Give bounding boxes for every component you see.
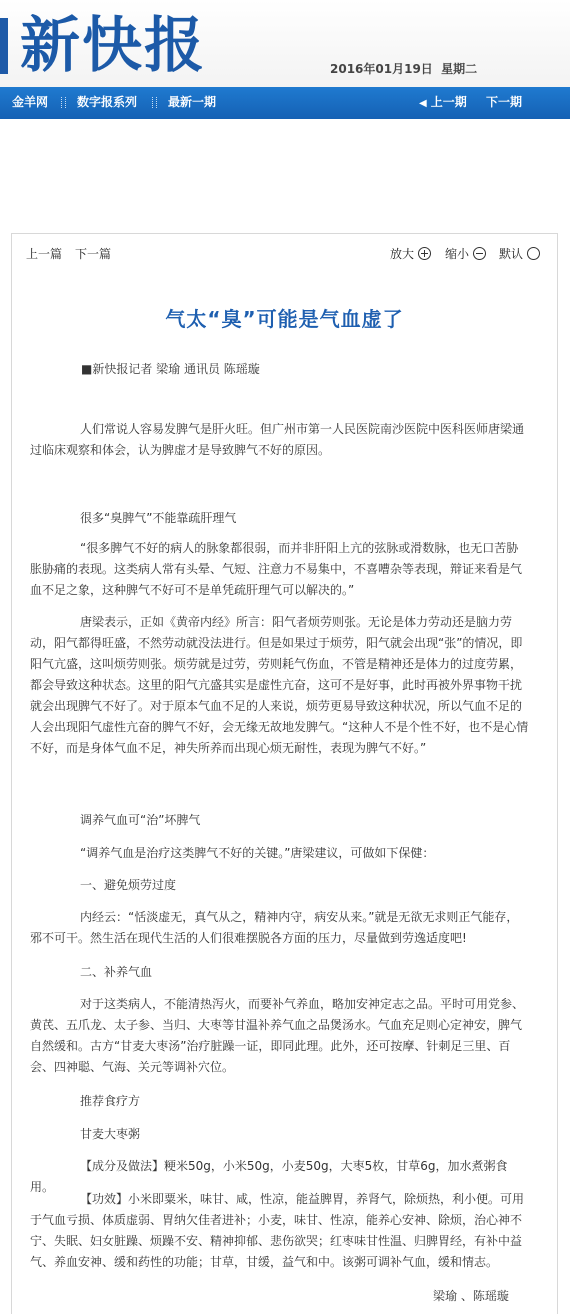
- default-size-label: 默认: [499, 247, 524, 261]
- section-heading: 推荐食疗方: [80, 1094, 141, 1108]
- article-paragraph: 内经云：“恬淡虚无，真气从之，精神内守，病安从来。”就是无欲无求则正气能存，邪不可干。然生活在现代生活的人们很难摆脱各方面的压力，尽量做到劳逸适度吧!: [30, 910, 519, 945]
- top-nav: [0, 87, 570, 119]
- nav-item-digital-papers[interactable]: 数字报系列: [77, 95, 138, 109]
- nav-separator: [152, 97, 157, 108]
- prev-issue-link[interactable]: [419, 87, 467, 119]
- site-header: [0, 0, 570, 87]
- nav-item-jinyangwang[interactable]: 金羊网: [12, 95, 49, 109]
- zoom-out-icon: [473, 247, 486, 260]
- next-issue-label: 下一期: [486, 95, 523, 109]
- next-article-link[interactable]: 下一篇: [75, 247, 112, 261]
- article-title: 气太“臭”可能是气血虚了: [165, 307, 404, 331]
- article-paragraph: 对于这类病人，不能清热泻火，而要补气养血，略加安神定志之品。平时可用党参、黄芪、五爪龙、太子参、当归、大枣等甘温补养气血之品煲汤水。气血充足则心定神安，脾气自然缓和。古方“甘麦大枣汤”治疗脏躁一证，即同此理。此外，还可按摩、针刺足三里、百会、四神聪、气海、关元等调补穴位。: [30, 997, 525, 1074]
- nav-separator: [61, 97, 66, 108]
- nav-item-latest-issue[interactable]: 最新一期: [168, 95, 217, 109]
- site-logo[interactable]: 新快报: [20, 11, 206, 81]
- section-subheading: 一、避免烦劳过度: [80, 878, 177, 892]
- article-byline: ■新快报记者 梁瑜 通讯员 陈瑶璇: [81, 362, 260, 376]
- recipe-effects: 【功效】小米即粟米，味甘、咸，性凉，能益脾胃，养肾气，除烦热，利小便。可用于气血亏损、体质虚弱、胃纳欠佳者进补；小麦，味甘、性凉，能养心安神、除烦，治心神不宁、失眠、妇女脏躁、烦躁不安、精神抑郁、悲伤欲哭；红枣味甘性温、归脾胃经，有补中益气、养血安神、缓和药性的功能；甘草，甘缓，益气和中。该粥可调补气血，缓和情志。: [30, 1192, 525, 1269]
- issue-date: [330, 60, 477, 77]
- article-paragraph: “很多脾气不好的病人的脉象都很弱，而并非肝阳上亢的弦脉或滑数脉，也无口苦胁胀胁痛的表现。这类病人常有头晕、气短、注意力不易集中，不喜嘈杂等表现，辩证来看是气血不足之象，这种脾气不好可不是单凭疏肝理气可以解决的。”: [30, 541, 523, 597]
- date-text: 2016年01月19日: [330, 62, 433, 76]
- article-paragraph: “调养气血是治疗这类脾气不好的关键。”唐梁建议，可做如下保健：: [80, 846, 435, 860]
- zoom-in-button[interactable]: [390, 245, 431, 262]
- ad-space: [0, 119, 570, 232]
- section-heading: 很多“臭脾气”不能靠疏肝理气: [80, 511, 237, 525]
- weekday-text: 星期二: [441, 62, 478, 76]
- prev-article-link[interactable]: 上一篇: [26, 247, 63, 261]
- recipe-name: 甘麦大枣粥: [80, 1127, 141, 1141]
- article-author: 梁瑜 、陈瑶璇: [433, 1289, 509, 1303]
- section-subheading: 二、补养气血: [80, 965, 153, 979]
- prev-issue-label: 上一期: [430, 95, 467, 109]
- next-issue-link[interactable]: [486, 87, 522, 117]
- default-size-icon: [527, 247, 540, 260]
- article-panel: [11, 233, 558, 1314]
- article-toolbar: [12, 234, 557, 270]
- zoom-out-button[interactable]: [445, 245, 486, 262]
- arrow-left-icon: ◀: [419, 98, 427, 109]
- default-size-button[interactable]: [499, 245, 540, 262]
- recipe-ingredients: 【成分及做法】粳米50g，小米50g，小麦50g，大枣5枚，甘草6g，加水煮粥食用。: [30, 1159, 508, 1194]
- article-paragraph: 唐梁表示，正如《黄帝内经》所言：阳气者烦劳则张。无论是体力劳动还是脑力劳动，阳气都得旺盛，不然劳动就没法进行。但是如果过于烦劳，阳气就会出现“张”的情况，即阳气亢盛，这叫烦劳则张。烦劳就是过劳，劳则耗气伤血，不管是精神还是体力的过度劳累，都会导致这种状态。这里的阳气亢盛其实是虚性亢奋，这可不是好事，此时再被外界事物干扰就会出现脾气不好了。对于原本气血不足的人来说，烦劳更易导致这种状况，所以气血不足的人会出现阳气虚性亢奋的脾气不好，会无缘无故地发脾气。“这种人不是个性不好，也不是心情不好，而是身体气血不足，神失所养而出现心烦无耐性，表现为脾气不好。”: [30, 615, 529, 755]
- article-paragraph: 人们常说人容易发脾气是肝火旺。但广州市第一人民医院南沙医院中医科医师唐梁通过临床观察和体会，认为脾虚才是导致脾气不好的原因。: [30, 422, 525, 457]
- section-heading: 调养气血可“治”坏脾气: [80, 813, 201, 827]
- zoom-in-label: 放大: [390, 247, 415, 261]
- logo-accent-bar: [0, 18, 8, 74]
- zoom-in-icon: [418, 247, 431, 260]
- zoom-out-label: 缩小: [445, 247, 470, 261]
